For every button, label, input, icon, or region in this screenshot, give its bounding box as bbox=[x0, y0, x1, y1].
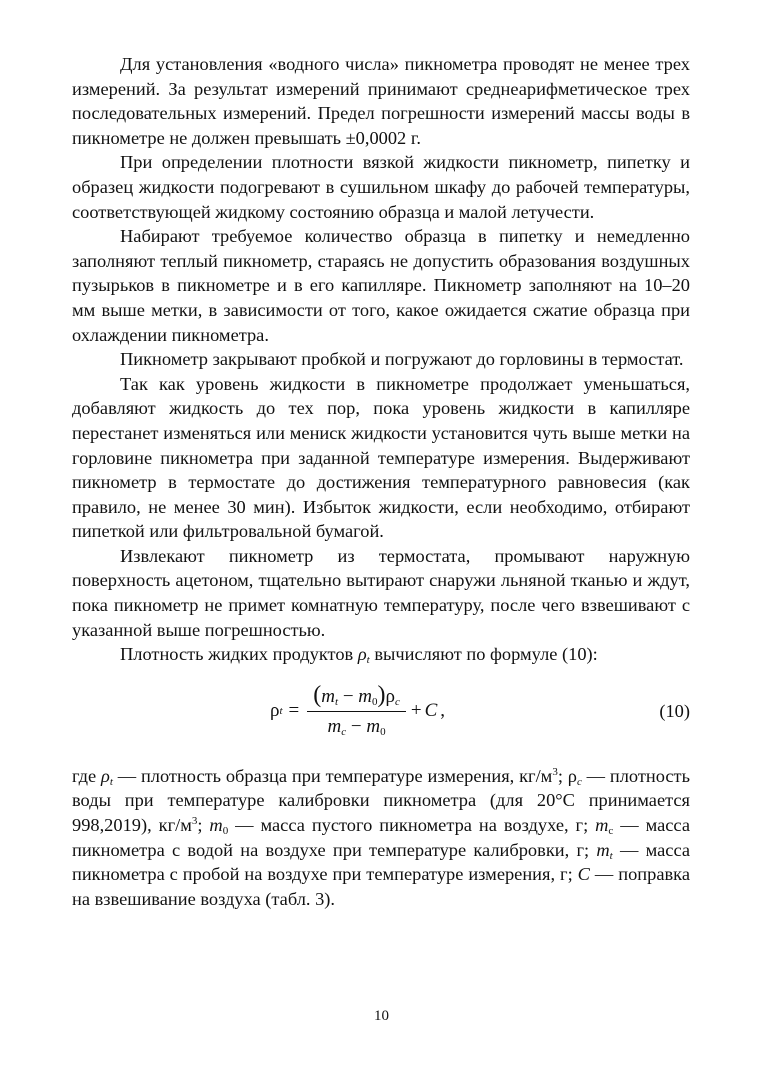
density-formula: ρ t = $\frac{(m_t - m_0)\rho_c}{m_c - m_0}$ + C , bbox=[270, 681, 446, 739]
formula-denominator: $m_c - m_0$ bbox=[327, 716, 386, 739]
paragraph-water-number: Для установления «водного числа» пикнометра проводят не менее трех измерений. За результат измерений принимают среднеарифметическое трех последовательных измерений. Предел погрешности измерений массы воды в пикнометре не должен превышать ±0,0002 г. bbox=[72, 54, 690, 148]
document-page bbox=[72, 52, 690, 911]
paragraph-viscous-liquid: При определении плотности вязкой жидкости пикнометр, пипетку и образец жидкости подогревают в сушильном шкафу до рабочей температуры, соответствующей жидкому состоянию образца и малой летучести. bbox=[72, 152, 690, 222]
paragraph-weighing: Извлекают пикнометр из термостата, промывают наружную поверхность ацетоном, тщательно вытирают снаружи льняной тканью и ждут, пока пикнометр не примет комнатную температуру, после чего взвешивают с указанной выше погрешностью. bbox=[72, 545, 690, 640]
formula-numerator: $(m_t - m_0)\rho_c$ bbox=[307, 683, 406, 713]
paragraph-close-thermostat: Пикнометр закрывают пробкой и погружают до горловины в термостат. bbox=[120, 349, 684, 370]
formula-number: (10) bbox=[659, 700, 690, 721]
formula-block bbox=[72, 673, 690, 750]
paragraph-formula-intro: Плотность жидких продуктов $\rho_t$ вычисляют по формуле (10): bbox=[120, 644, 598, 667]
paragraph-where-definitions: где $\rho_t$ — плотность образца при температуре измерения, $кг/м^3$; $\rho_c$ — плотность воды при температуре калибровки пикнометра (для 20°С принимается 998,2019), $кг/м^3$; $m_0$ — масса пустого пикнометра на воздухе, г; $m_c$ — масса пикнометра с водой на воздухе при температуре калибровки, г; $m_t$ — масса пикнометра с пробой на воздухе при температуре измерения, г; C — поправка на взвешивание воздуха (табл. 3). bbox=[72, 765, 690, 909]
paragraph-fill-pycnometer: Набирают требуемое количество образца в пипетку и немедленно заполняют теплый пикнометр, стараясь не допустить образования воздушных пузырьков в пикнометре и в его капилляре. Пикнометр заполняют на 10–20 мм выше метки, в зависимости от того, какое ожидается сжатие образца при охлаждении пикнометра. bbox=[72, 226, 690, 345]
paragraph-equilibrium: Так как уровень жидкости в пикнометре продолжает уменьшаться, добавляют жидкость до тех пор, пока уровень жидкости в капилляре перестанет изменяться или мениск жидкости установится чуть выше метки на горловине пикнометра при заданной температуре измерения. Выдерживают пикнометр в термостате до достижения температурного равновесия (как правило, не менее 30 мин). Избыток жидкости, если необходимо, отбирают пипеткой или фильтровальной бумагой. bbox=[72, 373, 690, 542]
formula-fraction bbox=[307, 683, 406, 740]
page-number: 10 bbox=[374, 1008, 389, 1024]
